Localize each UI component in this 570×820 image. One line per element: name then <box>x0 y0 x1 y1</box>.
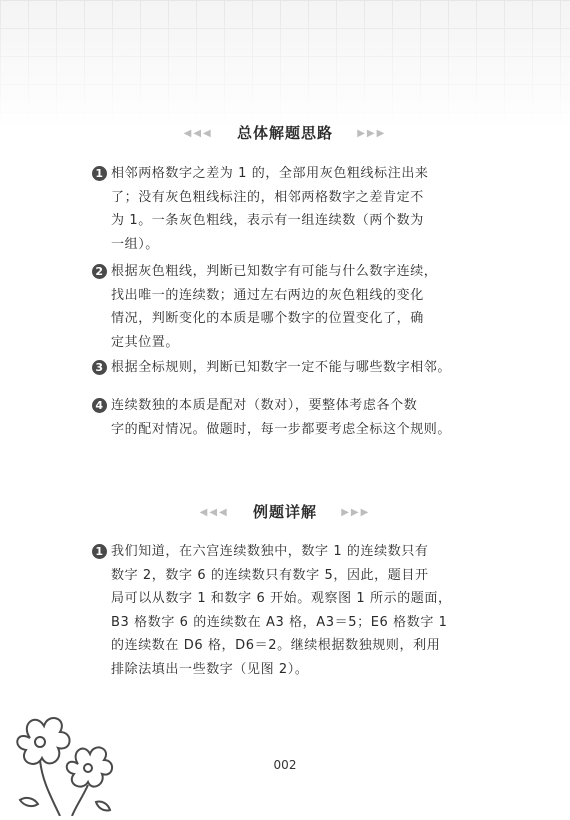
left-arrows-icon: ◀◀◀ <box>199 507 229 518</box>
item-line: 情况，判断变化的本质是哪个数字的位置变化了，确 <box>111 311 424 326</box>
overview-item-4 <box>92 394 476 441</box>
item-line: 数字 2，数字 6 的连续数只有数字 5，因此，题目开 <box>111 567 429 583</box>
item-line: 根据灰色粗线，判断已知数字有可能与什么数字连续， <box>111 264 438 279</box>
item-line: 连续数独的本质是配对（数对），要整体考虑各个数 <box>111 398 418 413</box>
right-arrows-icon: ▶▶▶ <box>341 507 371 518</box>
right-arrows-icon: ▶▶▶ <box>357 128 387 139</box>
section-title-text: 总体解题思路 <box>236 124 333 142</box>
item-line: 为 1。一条灰色粗线，表示有一组连续数（两个数为 <box>111 213 424 228</box>
flower-outline-icon <box>0 690 130 816</box>
item-line: 找出唯一的连续数；通过左右两边的灰色粗线的变化 <box>111 287 424 303</box>
overview-item-3 <box>92 356 476 380</box>
item-line: B3 格数字 6 的连续数在 A3 格，A3＝5；E6 格数字 1 <box>111 614 448 630</box>
item-line: 排除法填出一些数字（见图 2）。 <box>111 661 309 677</box>
section-title-overview <box>0 122 570 143</box>
item-line: 了；没有灰色粗线标注的，相邻两格数字之差肯定不 <box>111 189 424 205</box>
header-grid-background <box>0 0 570 130</box>
item-number-badge: 2 <box>92 264 107 279</box>
page-number: 002 <box>273 758 297 772</box>
item-number-badge: 3 <box>92 360 107 375</box>
item-line: 相邻两格数字之差为 1 的，全部用灰色粗线标注出来 <box>111 166 429 181</box>
section-title-text: 例题详解 <box>252 503 317 521</box>
item-line: 局可以从数字 1 和数字 6 开始。观察图 1 所示的题面， <box>111 591 452 606</box>
item-number-badge: 1 <box>92 544 107 559</box>
item-number-badge: 4 <box>92 398 107 413</box>
item-number-badge: 1 <box>92 166 107 181</box>
item-line: 字的配对情况。做题时，每一步都要考虑全标这个规则。 <box>111 421 452 437</box>
item-line: 的连续数在 D6 格，D6＝2。继续根据数独规则，利用 <box>111 638 441 653</box>
overview-item-2 <box>92 260 476 354</box>
item-line: 根据全标规则，判断已知数字一定不能与哪些数字相邻。 <box>111 360 452 375</box>
item-line: 定其位置。 <box>111 334 180 350</box>
overview-item-1 <box>92 162 476 256</box>
section-title-example <box>0 501 570 522</box>
item-line: 我们知道，在六宫连续数独中，数字 1 的连续数只有 <box>111 544 429 559</box>
left-arrows-icon: ◀◀◀ <box>183 128 213 139</box>
item-line: 一组）。 <box>111 236 159 252</box>
example-item-1 <box>92 540 476 681</box>
